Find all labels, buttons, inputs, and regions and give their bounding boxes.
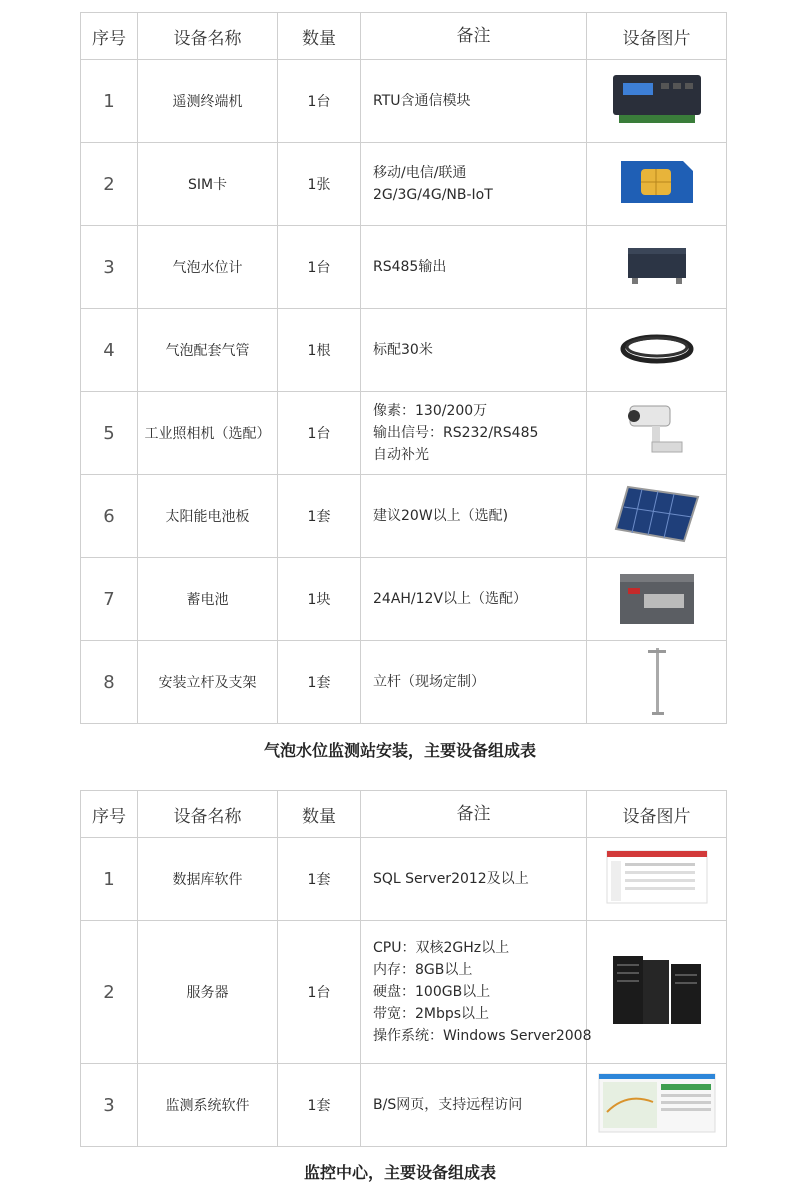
cell-device-name: 工业照相机（选配） <box>138 392 278 475</box>
cell-picture <box>587 1064 727 1147</box>
table-row <box>81 1064 727 1147</box>
cell-note <box>361 921 592 1064</box>
note-line: 立杆（现场定制） <box>373 674 485 690</box>
cell-note <box>361 392 587 475</box>
note-line: 2G/3G/4G/NB-IoT <box>373 187 493 203</box>
header-name: 设备名称 <box>138 13 278 60</box>
table-row <box>81 226 727 309</box>
note-line: 带宽：2Mbps以上 <box>373 1006 490 1022</box>
note-line: 自动补光 <box>373 447 429 463</box>
battery-icon <box>614 564 700 634</box>
header-qty: 数量 <box>278 791 361 838</box>
bubble-level-gauge-icon <box>622 240 692 294</box>
cell-quantity: 1台 <box>278 226 361 309</box>
cell-device-name: 气泡配套气管 <box>138 309 278 392</box>
cell-picture <box>587 60 727 143</box>
cell-device-name: 监测系统软件 <box>138 1064 278 1147</box>
rtu-terminal-icon <box>609 71 705 131</box>
note-line: 内存：8GB以上 <box>373 962 473 978</box>
table-row <box>81 309 727 392</box>
cell-note <box>361 641 587 724</box>
table-row <box>81 558 727 641</box>
air-tube-icon <box>617 323 697 377</box>
note-line: RTU含通信模块 <box>373 93 471 109</box>
note-line: B/S网页，支持远程访问 <box>373 1097 523 1113</box>
table-row <box>81 143 727 226</box>
cell-quantity: 1套 <box>278 475 361 558</box>
industrial-camera-icon <box>622 398 692 468</box>
table-row <box>81 475 727 558</box>
server-rack-icon <box>609 952 705 1032</box>
note-line: 移动/电信/联通 <box>373 165 467 181</box>
note-line: 输出信号：RS232/RS485 <box>373 425 539 441</box>
cell-no: 3 <box>81 226 138 309</box>
caption-center: 监控中心，主要设备组成表 <box>303 1163 496 1182</box>
cell-no: 1 <box>81 838 138 921</box>
solar-panel-icon <box>612 481 702 551</box>
cell-device-name: 数据库软件 <box>138 838 278 921</box>
cell-no: 2 <box>81 143 138 226</box>
note-line: CPU：双核2GHz以上 <box>373 940 510 956</box>
header-picture: 设备图片 <box>587 13 727 60</box>
table-row <box>81 921 727 1064</box>
header-no: 序号 <box>81 13 138 60</box>
cell-picture <box>587 309 727 392</box>
table-header-row <box>81 13 727 60</box>
header-no: 序号 <box>81 791 138 838</box>
cell-note <box>361 558 587 641</box>
cell-no: 7 <box>81 558 138 641</box>
table-row <box>81 641 727 724</box>
cell-picture <box>587 226 727 309</box>
cell-quantity: 1套 <box>278 1064 361 1147</box>
note-line: 硬盘：100GB以上 <box>373 984 491 1000</box>
cell-quantity: 1台 <box>278 60 361 143</box>
database-software-icon <box>605 849 709 909</box>
table-row <box>81 392 727 475</box>
cell-picture <box>587 558 727 641</box>
caption-station: 气泡水位监测站安装，主要设备组成表 <box>263 741 536 760</box>
cell-no: 3 <box>81 1064 138 1147</box>
header-note: 备注 <box>361 791 587 838</box>
cell-no: 8 <box>81 641 138 724</box>
note-line: 操作系统：Windows Server2008 <box>373 1028 592 1044</box>
cell-quantity: 1台 <box>278 921 361 1064</box>
cell-no: 2 <box>81 921 138 1064</box>
cell-note <box>361 143 587 226</box>
note-line: 24AH/12V以上（选配） <box>373 591 528 607</box>
pole-icon <box>642 642 672 722</box>
note-line: SQL Server2012及以上 <box>373 871 529 887</box>
table-header-row <box>81 791 727 838</box>
cell-quantity: 1台 <box>278 392 361 475</box>
cell-note <box>361 60 587 143</box>
header-picture: 设备图片 <box>587 791 727 838</box>
cell-quantity: 1套 <box>278 641 361 724</box>
header-name: 设备名称 <box>138 791 278 838</box>
cell-picture <box>587 838 727 921</box>
cell-quantity: 1套 <box>278 838 361 921</box>
table-row <box>81 838 727 921</box>
cell-quantity: 1块 <box>278 558 361 641</box>
cell-device-name: SIM卡 <box>138 143 278 226</box>
cell-no: 6 <box>81 475 138 558</box>
cell-device-name: 服务器 <box>138 921 278 1064</box>
cell-device-name: 安装立杆及支架 <box>138 641 278 724</box>
cell-note <box>361 475 587 558</box>
note-line: RS485输出 <box>373 259 447 275</box>
note-line: 标配30米 <box>373 342 433 358</box>
note-line: 像素：130/200万 <box>373 403 488 419</box>
table-row <box>81 60 727 143</box>
cell-no: 5 <box>81 392 138 475</box>
cell-device-name: 遥测终端机 <box>138 60 278 143</box>
cell-device-name: 气泡水位计 <box>138 226 278 309</box>
header-qty: 数量 <box>278 13 361 60</box>
cell-quantity: 1根 <box>278 309 361 392</box>
cell-picture <box>587 921 727 1064</box>
cell-device-name: 蓄电池 <box>138 558 278 641</box>
header-note: 备注 <box>361 13 587 60</box>
cell-device-name: 太阳能电池板 <box>138 475 278 558</box>
cell-no: 1 <box>81 60 138 143</box>
cell-quantity: 1张 <box>278 143 361 226</box>
cell-note <box>361 309 587 392</box>
cell-picture <box>587 392 727 475</box>
sim-card-icon <box>617 157 697 211</box>
monitoring-software-icon <box>597 1072 717 1138</box>
note-line: 建议20W以上（选配) <box>373 508 509 524</box>
cell-note <box>361 838 587 921</box>
cell-picture <box>587 641 727 724</box>
cell-note <box>361 1064 587 1147</box>
cell-no: 4 <box>81 309 138 392</box>
equipment-table-station <box>80 12 727 724</box>
equipment-table-center <box>80 790 727 1147</box>
cell-picture <box>587 143 727 226</box>
cell-picture <box>587 475 727 558</box>
cell-note <box>361 226 587 309</box>
